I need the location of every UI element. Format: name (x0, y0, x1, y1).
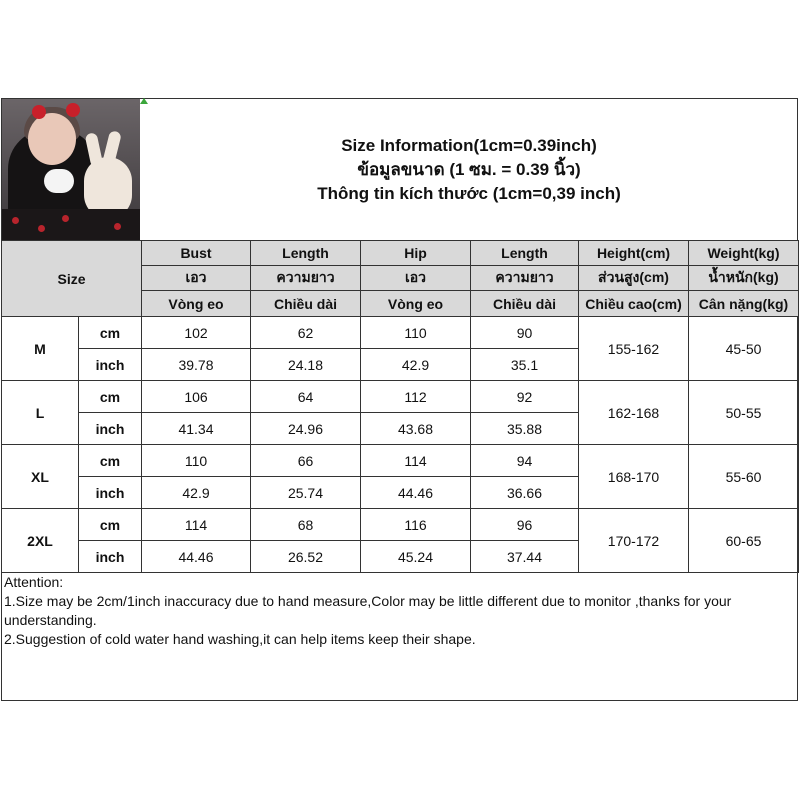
size-label-xl: XL (2, 445, 79, 509)
col-header-height-thai: ส่วนสูง(cm) (579, 266, 689, 291)
col-header-bust-vi: Vòng eo (142, 291, 251, 317)
cell-value: 90 (471, 317, 579, 349)
col-header-height-vi: Chiều cao(cm) (579, 291, 689, 317)
unit-inch: inch (79, 349, 142, 381)
cell-value: 110 (142, 445, 251, 477)
unit-inch: inch (79, 413, 142, 445)
unit-inch: inch (79, 541, 142, 573)
size-table (1, 240, 799, 573)
title-english: Size Information(1cm=0.39inch) (341, 135, 597, 155)
col-header-length: Length (251, 241, 361, 266)
cell-value: 114 (142, 509, 251, 541)
cell-value: 26.52 (251, 541, 361, 573)
cell-value: 96 (471, 509, 579, 541)
cell-value: 102 (142, 317, 251, 349)
size-label-2xl: 2XL (2, 509, 79, 573)
cell-value: 92 (471, 381, 579, 413)
cell-weight: 50-55 (689, 381, 799, 445)
col-header-length-vi: Chiều dài (251, 291, 361, 317)
size-info-title (141, 99, 797, 240)
cell-height: 162-168 (579, 381, 689, 445)
col-header-weight-vi: Cân nặng(kg) (689, 291, 799, 317)
title-vietnamese: Thông tin kích thước (1cm=0,39 inch) (317, 183, 621, 203)
cell-value: 94 (471, 445, 579, 477)
size-label-m: M (2, 317, 79, 381)
cell-weight: 60-65 (689, 509, 799, 573)
cell-value: 44.46 (142, 541, 251, 573)
cell-value: 36.66 (471, 477, 579, 509)
unit-cm: cm (79, 381, 142, 413)
cell-value: 41.34 (142, 413, 251, 445)
size-header: Size (2, 241, 142, 317)
table-row (2, 445, 799, 477)
col-header-bust: Bust (142, 241, 251, 266)
table-row (2, 317, 799, 349)
cell-value: 62 (251, 317, 361, 349)
cell-value: 66 (251, 445, 361, 477)
attention-note-1: 1.Size may be 2cm/1inch inaccuracy due to hand measure,Color may be little different due to monitor ,thanks for your understanding. (4, 593, 732, 628)
cell-value: 43.68 (361, 413, 471, 445)
unit-cm: cm (79, 317, 142, 349)
unit-inch: inch (79, 477, 142, 509)
cell-value: 24.18 (251, 349, 361, 381)
col-header-length-2-vi: Chiều dài (471, 291, 579, 317)
cell-value: 25.74 (251, 477, 361, 509)
cell-value: 37.44 (471, 541, 579, 573)
cell-weight: 55-60 (689, 445, 799, 509)
col-header-length-2-thai: ความยาว (471, 266, 579, 291)
cell-value: 68 (251, 509, 361, 541)
col-header-length-thai: ความยาว (251, 266, 361, 291)
table-row (2, 509, 799, 541)
cell-weight: 45-50 (689, 317, 799, 381)
cell-value: 110 (361, 317, 471, 349)
cell-value: 45.24 (361, 541, 471, 573)
cell-height: 168-170 (579, 445, 689, 509)
cell-value: 35.88 (471, 413, 579, 445)
col-header-weight: Weight(kg) (689, 241, 799, 266)
col-header-weight-thai: น้ำหนัก(kg) (689, 266, 799, 291)
size-label-l: L (2, 381, 79, 445)
col-header-hip: Hip (361, 241, 471, 266)
col-header-length-2: Length (471, 241, 579, 266)
cell-value: 116 (361, 509, 471, 541)
unit-cm: cm (79, 445, 142, 477)
cell-value: 24.96 (251, 413, 361, 445)
cell-value: 39.78 (142, 349, 251, 381)
col-header-bust-thai: เอว (142, 266, 251, 291)
product-photo (2, 99, 140, 240)
col-header-height: Height(cm) (579, 241, 689, 266)
cell-height: 155-162 (579, 317, 689, 381)
title-thai: ข้อมูลขนาด (1 ซม. = 0.39 นิ้ว) (357, 159, 581, 179)
cell-value: 112 (361, 381, 471, 413)
cell-value: 106 (142, 381, 251, 413)
cell-value: 64 (251, 381, 361, 413)
cell-value: 42.9 (361, 349, 471, 381)
unit-cm: cm (79, 509, 142, 541)
cell-value: 114 (361, 445, 471, 477)
cell-value: 42.9 (142, 477, 251, 509)
col-header-hip-thai: เอว (361, 266, 471, 291)
col-header-hip-vi: Vòng eo (361, 291, 471, 317)
cell-value: 35.1 (471, 349, 579, 381)
cell-value: 44.46 (361, 477, 471, 509)
attention-heading: Attention: (4, 574, 64, 590)
table-row (2, 381, 799, 413)
attention-note-2: 2.Suggestion of cold water hand washing,it can help items keep their shape. (4, 631, 476, 647)
cell-height: 170-172 (579, 509, 689, 573)
attention-notes (4, 573, 794, 649)
